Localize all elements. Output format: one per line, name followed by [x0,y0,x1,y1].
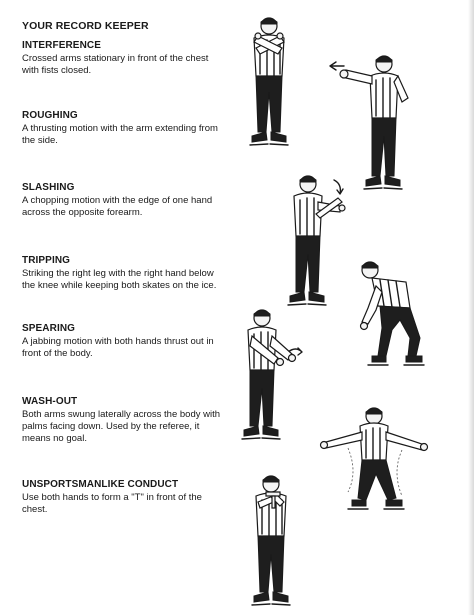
signal-spearing [22,323,227,360]
signal-name: SLASHING [22,182,75,193]
referee-jab-figure [238,306,312,446]
referee-arms-swing-figure [318,402,433,517]
signal-description: Both arms swung laterally across the body with palms facing down. Used by the referee, it means no goal. [22,409,221,444]
signal-description: Use both hands to form a "T" in front of the chest. [22,492,202,515]
signal-description: A thrusting motion with the arm extending from the side. [22,123,218,146]
signal-roughing [22,110,227,147]
page-title: YOUR RECORD KEEPER [22,20,149,32]
signal-name: WASH-OUT [22,396,78,407]
page-edge [468,0,474,615]
signal-interference [22,40,227,77]
signal-description: Striking the right leg with the right hand below the knee while keeping both skates on the ice. [22,268,217,291]
signal-name: ROUGHING [22,110,78,121]
referee-strike-leg-figure [350,256,430,371]
signal-name: UNSPORTSMANLIKE CONDUCT [22,479,179,490]
signal-slashing [22,182,227,219]
signal-tripping [22,255,227,292]
signal-name: INTERFERENCE [22,40,101,51]
signal-description: Crossed arms stationary in front of the chest with fists closed. [22,53,209,76]
referee-t-sign-figure [238,472,304,612]
signal-name: SPEARING [22,323,76,334]
signal-name: TRIPPING [22,255,71,266]
signal-wash-out [22,396,227,445]
signal-description: A chopping motion with the edge of one hand across the opposite forearm. [22,195,213,218]
signal-description: A jabbing motion with both hands thrust out in front of the body. [22,336,214,359]
referee-crossed-arms-figure [236,14,302,164]
signal-unsportsmanlike-conduct [22,479,227,516]
